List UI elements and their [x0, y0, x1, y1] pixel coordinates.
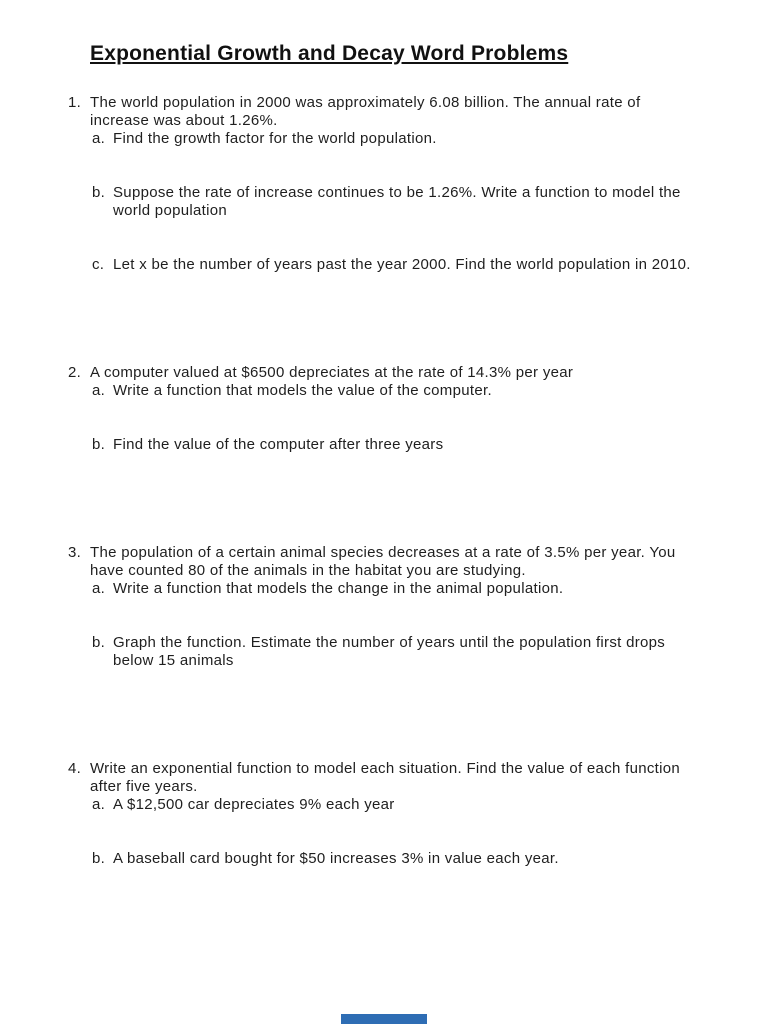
- problem-number: 1.: [68, 94, 82, 111]
- worksheet-title: Exponential Growth and Decay Word Problems: [90, 42, 569, 65]
- problem-3-part-b: [68, 634, 712, 670]
- problem-2-part-a: [68, 382, 712, 400]
- part-label: b.: [92, 184, 106, 201]
- part-label: c.: [92, 256, 105, 273]
- problem-3: [68, 544, 712, 670]
- problem-2-part-b: [68, 436, 712, 454]
- problem-text: The population of a certain animal species decreases at a rate of 3.5% per year. You have counted 80 of the animals in the habitat you are studying.: [90, 544, 676, 579]
- problem-list: [0, 94, 768, 868]
- part-label: a.: [92, 130, 106, 147]
- part-text: Suppose the rate of increase continues to be 1.26%. Write a function to model the world population: [113, 184, 681, 219]
- problem-1-statement: [68, 94, 712, 130]
- problem-2: [68, 364, 712, 454]
- part-text: Write a function that models the change in the animal population.: [113, 580, 564, 597]
- part-text: Find the growth factor for the world population.: [113, 130, 437, 147]
- problem-number: 3.: [68, 544, 82, 561]
- bottom-accent-bar: [341, 1014, 427, 1024]
- part-text: Find the value of the computer after three years: [113, 436, 444, 453]
- problem-text: The world population in 2000 was approximately 6.08 billion. The annual rate of increase was about 1.26%.: [90, 94, 641, 129]
- problem-text: A computer valued at $6500 depreciates at the rate of 14.3% per year: [90, 364, 574, 381]
- problem-4-part-b: [68, 850, 712, 868]
- problem-1-part-b: [68, 184, 712, 220]
- problem-2-statement: [68, 364, 712, 382]
- problem-4: [68, 760, 712, 868]
- part-label: b.: [92, 436, 106, 453]
- part-label: a.: [92, 796, 106, 813]
- problem-1-part-a: [68, 130, 712, 148]
- problem-1-part-c: [68, 256, 712, 274]
- problem-3-statement: [68, 544, 712, 580]
- problem-4-part-a: [68, 796, 712, 814]
- part-text: Write a function that models the value of the computer.: [113, 382, 492, 399]
- problem-number: 4.: [68, 760, 82, 777]
- part-text: A baseball card bought for $50 increases 3% in value each year.: [113, 850, 559, 867]
- problem-4-statement: [68, 760, 712, 796]
- part-label: a.: [92, 580, 106, 597]
- part-label: a.: [92, 382, 106, 399]
- part-text: A $12,500 car depreciates 9% each year: [113, 796, 395, 813]
- part-label: b.: [92, 634, 106, 651]
- part-label: b.: [92, 850, 106, 867]
- problem-1: [68, 94, 712, 274]
- problem-number: 2.: [68, 364, 82, 381]
- part-text: Graph the function. Estimate the number of years until the population first drops below 15 animals: [113, 634, 666, 669]
- problem-text: Write an exponential function to model each situation. Find the value of each function after five years.: [90, 760, 681, 795]
- part-text: Let x be the number of years past the year 2000. Find the world population in 2010.: [113, 256, 691, 273]
- problem-3-part-a: [68, 580, 712, 598]
